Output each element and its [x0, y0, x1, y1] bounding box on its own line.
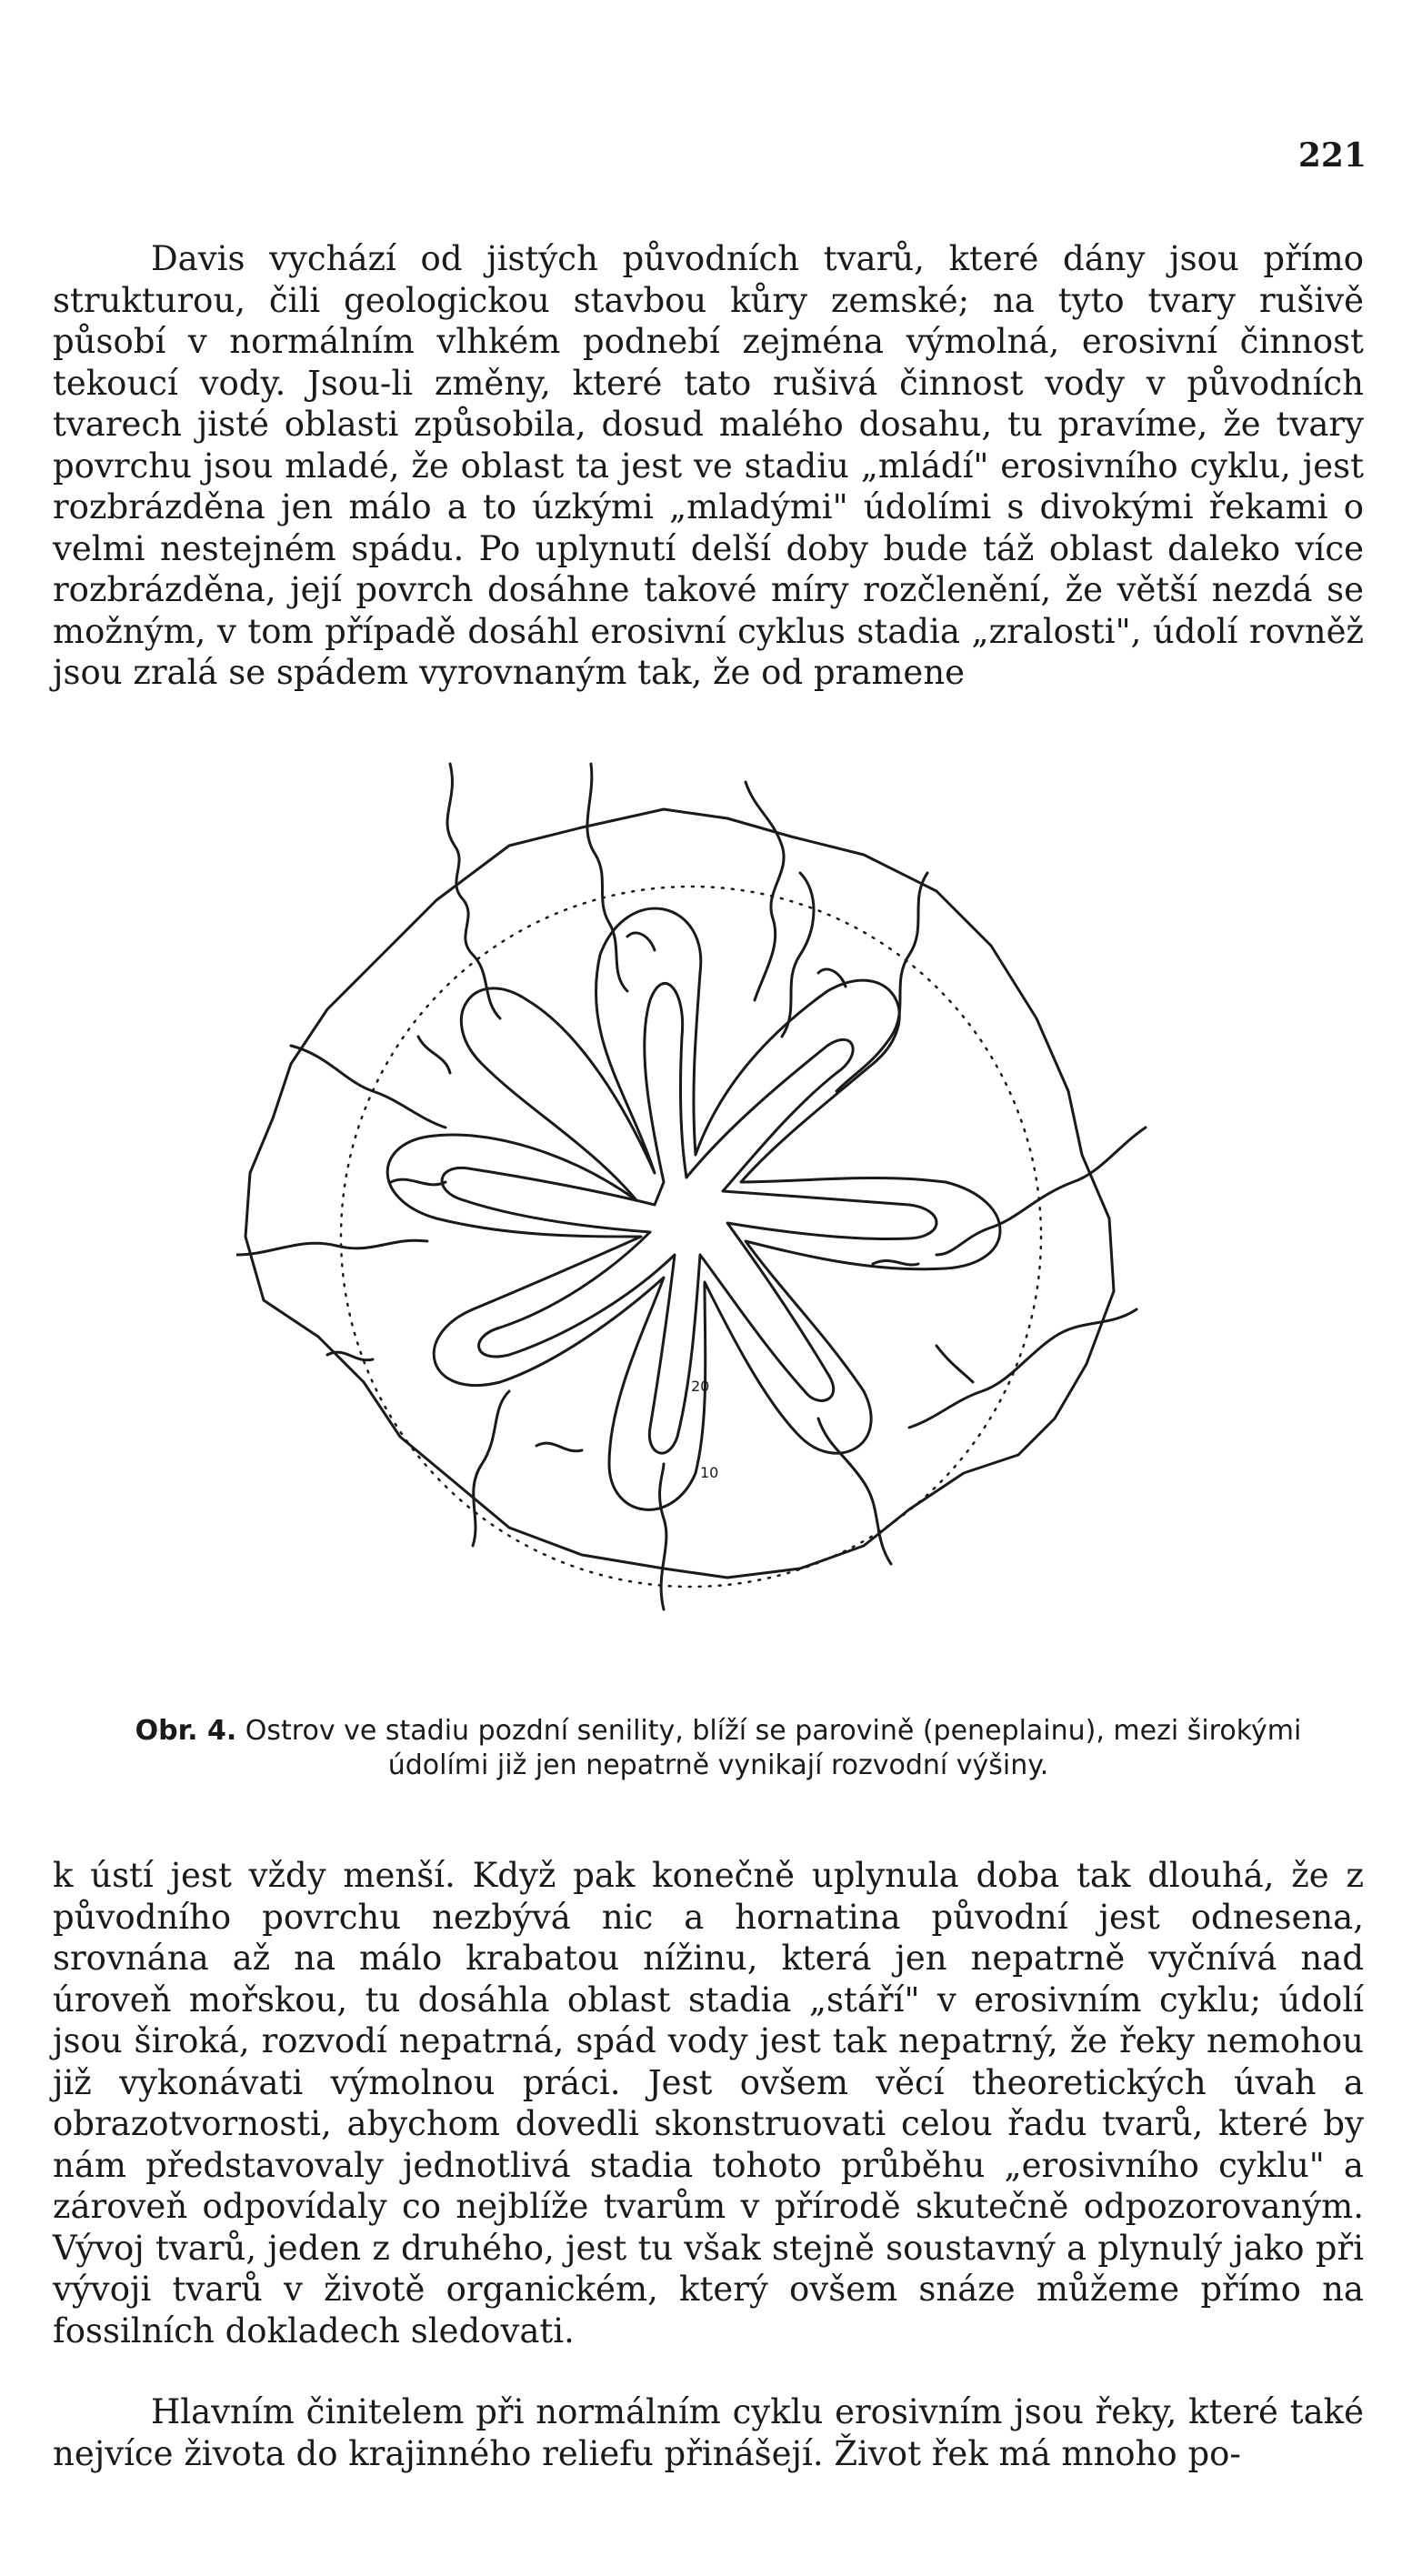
island-figure	[236, 746, 1191, 1628]
contour-outer	[387, 908, 1000, 1509]
paragraph-1: Davis vychází od jistých původních tvarů, které dány jsou přímo strukturou, čili geologickou stavbou kůry zemské; na tyto tvary rušivě působí v normálním vlhkém podnebí zejména výmolná, erosivní činnost tekoucí vody. Jsou-li změny, které tato rušivá činnost vody v původních tvarech jisté oblasti způsobila, dosud malého dosahu, tu pravíme, že tvary povrchu jsou mladé, že oblast ta jest ve stadiu „mládí" erosivního cyklu, jest rozbrázděna jen málo a to úzkými „mladými" údolími s divokými řekami o velmi nestejném spádu. Po uplynutí delší doby bude táž oblast daleko více rozbrázděna, její povrch dosáhne takové míry rozčlenění, že větší nezdá se možným, v tom případě dosáhl erosivní cyklus stadia „zralosti", údolí rovněž jsou zralá se spádem vyrovnaným tak, že od pramene	[53, 239, 1364, 692]
contour-label-10: 10	[700, 1464, 719, 1481]
caption-label: Obr. 4.	[135, 1715, 237, 1747]
river-7	[818, 1418, 891, 1564]
river-6	[909, 1309, 1137, 1428]
contour-inner	[442, 983, 936, 1453]
river-12	[782, 873, 814, 1037]
caption-text: Ostrov ve stadiu pozdní senility, blíží se parovině (peneplainu), mezi širokými údolími již jen nepatrně vynikají rozvodní výšiny.	[245, 1715, 1302, 1781]
river-10	[236, 1240, 427, 1255]
river-1	[447, 764, 500, 1018]
river-11	[291, 1046, 446, 1128]
figure-caption	[100, 1714, 1337, 1783]
river-2	[587, 764, 627, 991]
river-8	[660, 1464, 666, 1609]
page-number: 221	[1297, 136, 1367, 175]
coastline	[245, 809, 1114, 1578]
paragraph-3: Hlavním činitelem při normálním cyklu erosivním jsou řeky, které také nejvíce života do krajinného reliefu přinášejí. Život řek má mnoho po-	[53, 2392, 1364, 2473]
paragraph-2: k ústí jest vždy menší. Když pak konečně uplynula doba tak dlouhá, že z původního povrchu nezbývá nic a hornatina původní jest odnesena, srovnána až na málo krabatou nížinu, která jen nepatrně vyčnívá nad úroveň mořskou, tu dosáhla oblast stadia „stáří" v erosivním cyklu; údolí jsou široká, rozvodí nepatrná, spád vody jest tak nepatrný, že řeky nemohou již vykonávati výmolnou práci. Jest ovšem věcí theoretických úvah a obrazotvornosti, abychom dovedli skonstruovati celou řadu tvarů, které by nám představovaly jednotlivá stadia tohoto průběhu „erosivního cyklu" a zároveň odpovídaly co nejblíže tvarům v přírodě skutečně odpozorovaným. Vývoj tvarů, jeden z druhého, jest tu však stejně soustavný a plynulý jako při vývoji tvarů v životě organickém, který ovšem snáze můžeme přímo na fossilních dokladech sledovati.	[53, 1856, 1364, 2350]
contour-label-20: 20	[691, 1378, 710, 1395]
